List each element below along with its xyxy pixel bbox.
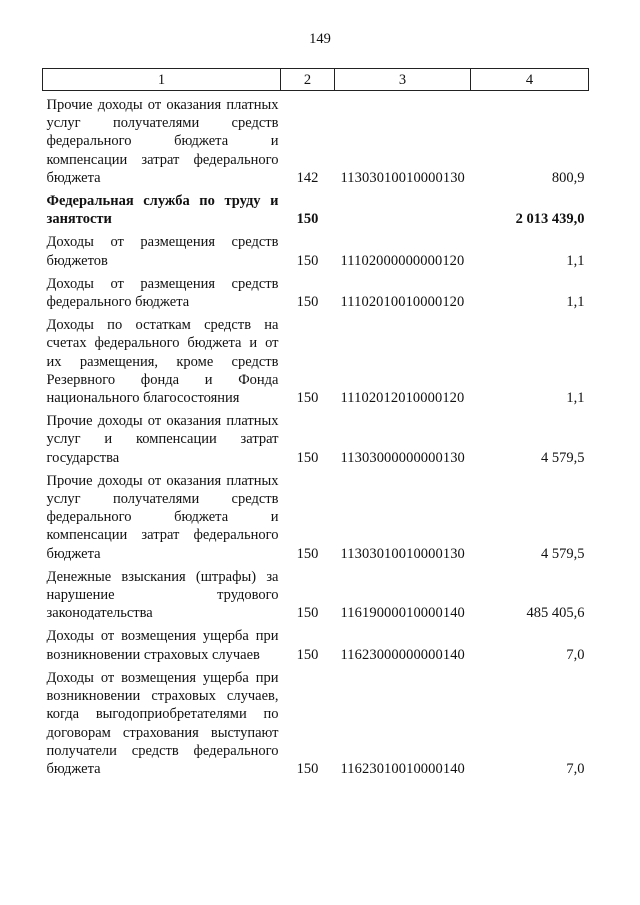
- table-row: [43, 275, 589, 316]
- table-row: [43, 316, 589, 412]
- amount: 1,1: [566, 390, 585, 407]
- table-header: [43, 69, 589, 91]
- header-col-2: 2: [281, 69, 335, 91]
- admin-code: 150: [296, 294, 319, 311]
- amount: 1,1: [566, 252, 585, 269]
- income-name: Прочие доходы от оказания платных услуг и компенсации затрат государства: [46, 413, 279, 466]
- amount: 1,1: [566, 294, 585, 311]
- income-name: Денежные взыскания (штрафы) за нарушение трудового законодательства: [46, 568, 279, 622]
- income-name: Прочие доходы от оказания платных услуг получателями средств федерального бюджета и компенсации затрат федерального бюджета: [46, 97, 279, 186]
- income-name: Доходы от возмещения ущерба при возникновении страховых случаев, когда выгодоприобретателями по договорам страхования выступают получатели средств федерального бюджета: [46, 669, 279, 777]
- budget-code: 11623000000000140: [340, 646, 465, 663]
- admin-code: 150: [296, 211, 319, 228]
- amount: 2 013 439,0: [515, 211, 585, 228]
- table-row: [43, 568, 589, 628]
- income-name: Федеральная служба по труду и занятости: [46, 193, 279, 228]
- admin-code: 150: [296, 390, 319, 407]
- admin-code: 150: [296, 449, 319, 466]
- income-name: Прочие доходы от оказания платных услуг получателями средств федерального бюджета и компенсации затрат федерального бюджета: [46, 472, 279, 562]
- admin-code: 150: [296, 760, 319, 777]
- table-body: [43, 91, 589, 784]
- admin-code: 150: [296, 252, 319, 269]
- budget-code: 11102010010000120: [340, 294, 465, 311]
- amount: 7,0: [566, 646, 585, 663]
- table-row: [43, 669, 589, 783]
- budget-code: [335, 192, 471, 233]
- table-row-section: [43, 192, 589, 233]
- table-row: [43, 91, 589, 193]
- amount: 7,0: [566, 760, 585, 777]
- amount: 4 579,5: [541, 545, 585, 562]
- income-name: Доходы от возмещения ущерба при возникновении страховых случаев: [46, 628, 279, 663]
- income-name: Доходы от размещения средств бюджетов: [46, 234, 279, 269]
- header-col-3: 3: [335, 69, 471, 91]
- page-number: 149: [309, 31, 331, 47]
- admin-code: 150: [296, 646, 319, 663]
- amount: 4 579,5: [541, 449, 585, 466]
- table-row: [43, 472, 589, 568]
- header-col-4: 4: [471, 69, 589, 91]
- admin-code: 150: [296, 605, 319, 622]
- budget-code: 11303010010000130: [340, 169, 465, 186]
- budget-code: 11102000000000120: [340, 252, 465, 269]
- table-row: [43, 233, 589, 274]
- budget-code: 11303000000000130: [340, 449, 465, 466]
- budget-code: 11623010010000140: [340, 760, 465, 777]
- budget-code: 11102012010000120: [340, 390, 465, 407]
- header-row: [43, 69, 589, 91]
- budget-code: 11619000010000140: [340, 605, 465, 622]
- budget-table: [42, 68, 589, 783]
- income-name: Доходы по остаткам средств на счетах федерального бюджета и от их размещения, кроме средств Резервного фонда и Фонда национального благосостояния: [46, 317, 279, 407]
- budget-code: 11303010010000130: [340, 545, 465, 562]
- amount: 800,9: [551, 169, 585, 186]
- table-row: [43, 412, 589, 472]
- table-row: [43, 627, 589, 668]
- income-name: Доходы от размещения средств федерального бюджета: [46, 275, 279, 311]
- admin-code: 150: [296, 545, 319, 562]
- admin-code: 142: [296, 169, 319, 186]
- amount: 485 405,6: [526, 605, 585, 622]
- header-col-1: 1: [43, 69, 281, 91]
